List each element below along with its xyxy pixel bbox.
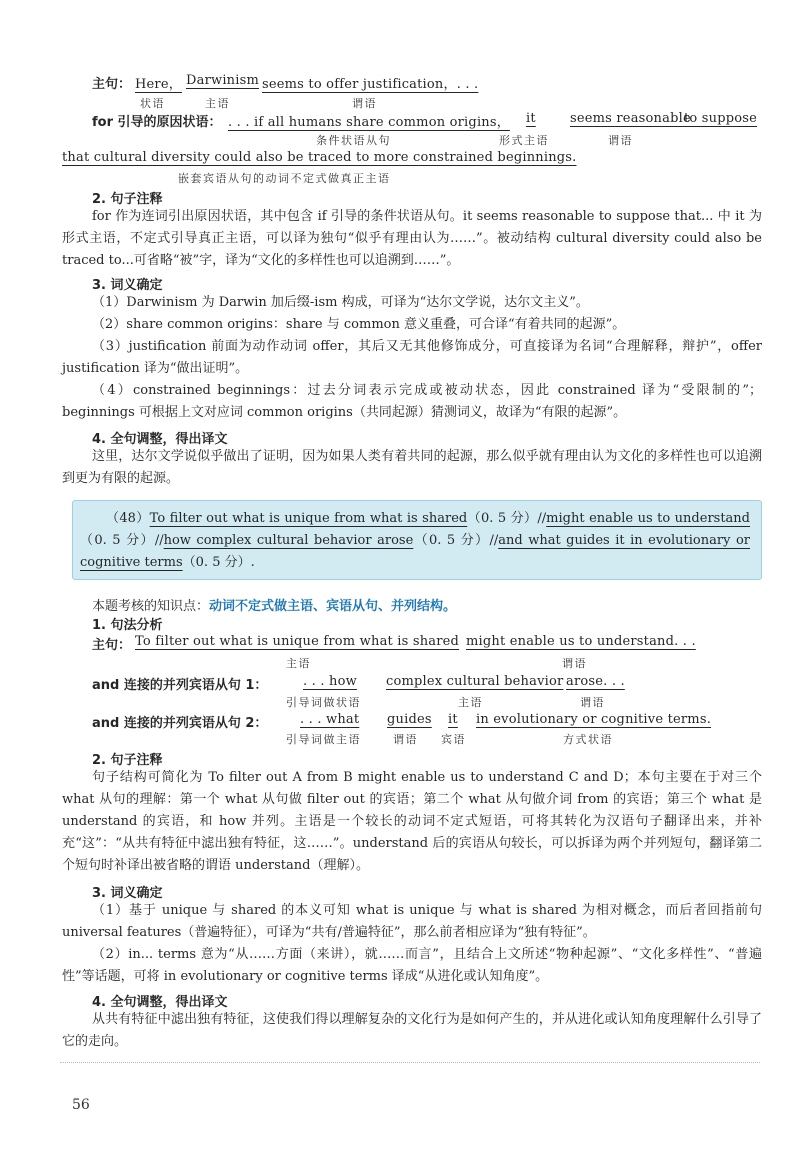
grammar-tag: 谓语 bbox=[608, 134, 633, 147]
grammar-tag: 形式主语 bbox=[499, 134, 549, 147]
score: （0. 5 分）// bbox=[467, 511, 547, 526]
sentence-part: it bbox=[448, 712, 458, 727]
paragraph: 从共有特征中滤出独有特征，这使我们得以理解复杂的文化行为是如何产生的，并从进化或认知角度理解什么引导了它的走向。 bbox=[62, 1012, 762, 1049]
section-heading: 2. 句子注释 bbox=[92, 192, 163, 207]
score: （0. 5 分）// bbox=[80, 533, 164, 548]
grammar-tag: 引导词做状语 bbox=[286, 696, 361, 709]
sentence-part: . . . if all humans share common origins， bbox=[228, 115, 510, 130]
question-48-text bbox=[80, 508, 750, 574]
score: （0. 5 分）. bbox=[182, 555, 255, 570]
paragraph: （1）基于 unique 与 shared 的本义可知 what is unique 与 what is shared 为相对概念，而后者回指前句 universal features（普遍特征），可译为“共有/普遍特征”，那么前者相应译为“独有特征”。 bbox=[62, 903, 762, 940]
grammar-tag: 谓语 bbox=[580, 696, 605, 709]
paragraph: （2）share common origins：share 与 common 意义重叠，可合译“有着共同的起源”。 bbox=[92, 317, 626, 332]
sentence-part: seems to offer justification，. . . bbox=[262, 77, 479, 92]
answer-segment: might enable us to understand bbox=[546, 511, 751, 526]
main-clause-label: 主句： bbox=[92, 638, 132, 653]
answer-segment: and what guides it in evolutionary or cognitive terms bbox=[80, 533, 750, 570]
grammar-tag: 方式状语 bbox=[563, 733, 613, 746]
answer-segment: how complex cultural behavior arose bbox=[163, 533, 414, 548]
answer-segment: To filter out what is unique from what is shared bbox=[149, 511, 468, 526]
main-clause-label: 主句： bbox=[92, 77, 132, 92]
sentence-part: Here， bbox=[135, 77, 182, 92]
clause-label: and 连接的并列宾语从句 1： bbox=[92, 678, 268, 693]
paragraph: 句子结构可简化为 To filter out A from B might enable us to understand C and D；本句主要在于对三个 what 从句的理解：第一个 what 从句做 filter out 的宾语；第二个 what 从句做介词 from 的宾语；第三个 what 是 understand 的宾语，和 how 并列。主语是一个较长的动词不定式短语，可将其转化为汉语句子翻译出来，并补充“这”：“从共有特征中滤出独有特征，这……”。understand 后的宾语从句较长，可以拆译为两个并列短句，翻译第二个短句时补译出被省略的谓语 understand（理解）。 bbox=[62, 770, 762, 873]
grammar-tag: 引导词做主语 bbox=[286, 733, 361, 746]
sentence-part: Darwinism bbox=[186, 73, 260, 88]
grammar-tag: 主语 bbox=[286, 657, 311, 670]
sentence-part: to suppose bbox=[684, 111, 758, 126]
sentence-part: . . . what bbox=[300, 712, 360, 727]
sentence-part: that cultural diversity could also be traced to more constrained beginnings. bbox=[62, 150, 577, 165]
sentence-part: it bbox=[526, 111, 536, 126]
sentence-part: . . . how bbox=[303, 674, 357, 689]
page-number: 56 bbox=[72, 1097, 90, 1113]
grammar-tag: 状语 bbox=[140, 97, 165, 110]
clause-label: and 连接的并列宾语从句 2： bbox=[92, 716, 268, 731]
knowledge-points bbox=[92, 595, 456, 614]
sentence-part: in evolutionary or cognitive terms. bbox=[476, 712, 712, 727]
sentence-part: arose. . . bbox=[566, 674, 625, 689]
section-heading: 3. 词义确定 bbox=[92, 278, 163, 293]
grammar-tag: 主语 bbox=[458, 696, 483, 709]
paragraph: （1）Darwinism 为 Darwin 加后缀-ism 构成，可译为“达尔文学说，达尔文主义”。 bbox=[92, 295, 589, 310]
grammar-tag: 主语 bbox=[205, 97, 230, 110]
question-number: （48） bbox=[106, 511, 150, 526]
paragraph: （3）justification 前面为动作动词 offer，其后又无其他修饰成分，可直接译为名词“合理解释，辩护”，offer justification 译为“做出证明”。 bbox=[62, 339, 762, 376]
grammar-tag: 谓语 bbox=[393, 733, 418, 746]
grammar-tag: 谓语 bbox=[352, 97, 377, 110]
for-clause-label: for 引导的原因状语： bbox=[92, 115, 222, 130]
sentence-part: seems reasonable bbox=[570, 111, 691, 126]
dotted-divider bbox=[60, 1062, 760, 1063]
knowledge-value: 动词不定式做主语、宾语从句、并列结构。 bbox=[209, 599, 457, 614]
paragraph: （4）constrained beginnings：过去分词表示完成或被动状态，因此 constrained 译为“受限制的”；beginnings 可根据上文对应词 common origins（共同起源）猜测词义，故译为“有限的起源”。 bbox=[62, 383, 762, 420]
grammar-tag: 条件状语从句 bbox=[316, 134, 391, 147]
section-heading: 3. 词义确定 bbox=[92, 886, 163, 901]
paragraph: for 作为连词引出原因状语，其中包含 if 引导的条件状语从句。it seems reasonable to suppose that... 中 it 为形式主语，不定式引导真正主语，可以译为独句“似乎有理由认为……”。被动结构 cultural diversity could also be traced to...可省略“被”字，译为“文化的多样性也可以追溯到……”。 bbox=[62, 209, 762, 268]
section-heading: 1. 句法分析 bbox=[92, 618, 163, 633]
sentence-part: complex cultural behavior bbox=[386, 674, 564, 689]
sentence-part: might enable us to understand. . . bbox=[466, 634, 696, 649]
section-heading: 2. 句子注释 bbox=[92, 753, 163, 768]
grammar-tag: 谓语 bbox=[562, 657, 587, 670]
paragraph: （2）in... terms 意为“从……方面（来讲），就……而言”，且结合上文所述“物种起源”、“文化多样性”、“普遍性”等话题，可将 in evolutionary or cognitive terms 译成“从进化或认知角度”。 bbox=[62, 947, 762, 984]
grammar-tag: 嵌套宾语从句的动词不定式做真正主语 bbox=[178, 172, 391, 185]
section-heading: 4. 全句调整，得出译文 bbox=[92, 432, 228, 447]
knowledge-label: 本题考核的知识点： bbox=[92, 599, 210, 614]
score: （0. 5 分）// bbox=[413, 533, 499, 548]
grammar-tag: 宾语 bbox=[441, 733, 466, 746]
section-heading: 4. 全句调整，得出译文 bbox=[92, 995, 228, 1010]
paragraph: 这里，达尔文学说似乎做出了证明，因为如果人类有着共同的起源，那么似乎就有理由认为文化的多样性也可以追溯到更为有限的起源。 bbox=[62, 449, 762, 486]
sentence-part: guides bbox=[387, 712, 432, 727]
sentence-part: To filter out what is unique from what is shared bbox=[135, 634, 460, 649]
